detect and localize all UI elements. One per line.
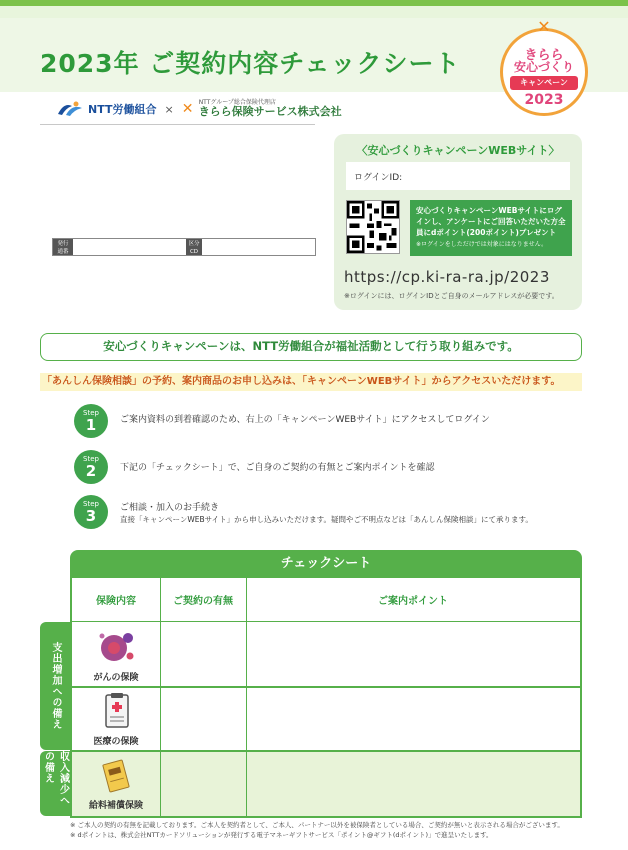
medical-clipboard-icon [92,692,140,732]
times-sign: × [164,102,174,116]
step-3-number: 3 [85,507,97,525]
footnote-1: ※ ご本人の契約の有無を記載しております。ご本人を契約者として、ご本人、パートナー以外を被保険者としている場合、ご契約が無いと表示される場合がございます。 [70,821,564,829]
top-stripe [0,0,628,18]
step-3-word: Step [83,500,99,508]
kirara-logo-icon: ✕ [181,101,194,117]
step-3-text: ご相談・加入のお手続き [120,503,220,513]
step-1-badge [74,404,108,438]
step-2-text: 下記の「チェックシート」で、ご自身のご契約の有無とご案内ポイントを確認 [120,463,435,473]
row-divider-1 [72,686,580,688]
step-2-number: 2 [85,462,97,480]
check-sheet-title: チェックシート [70,550,582,578]
ntt-union-logo-icon [56,100,84,118]
row-divider-2 [72,750,580,752]
header-contract-status: ご契約の有無 [173,596,233,607]
badge-year: 2023 [524,92,564,108]
campaign-point-note [410,200,572,256]
point-note-small: ※ログインをしただけでは対象にはなりません。 [416,240,548,248]
header-insurance-type: 保険内容 [96,596,136,607]
mascot-icon: ✕ [537,17,551,36]
side-tab-income: 収入減少への備え [40,751,71,816]
row-label-medical: 医療の保険 [93,737,139,747]
login-id-field [346,162,570,190]
url-note: ※ログインには、ログインIDとご自身のメールアドレスが必要です。 [344,292,559,300]
campaign-web-box [334,134,582,310]
row-label-cancer: がんの保険 [93,673,139,683]
salary-envelope-icon [92,756,140,796]
kirara-company-name: きらら保険サービス株式会社 [198,105,342,119]
address-field-strip [52,238,316,256]
column-divider-1 [160,578,161,816]
step-2-word: Step [83,455,99,463]
logo-divider [40,124,315,125]
column-divider-2 [246,578,247,816]
page-title: 2023年 ご契約内容チェックシート [40,49,461,78]
badge-line-1: きらら [524,48,564,63]
campaign-badge [496,18,592,118]
web-box-title: 〈安心づくりキャンペーンWEBサイト〉 [356,144,560,157]
cancer-cell-icon [92,628,140,668]
login-id-label: ログインID: [354,173,403,183]
issue-number-field [73,239,186,255]
row-label-salary: 給料補償保険 [88,801,143,811]
footnote-2: ※ dポイントは、株式会社NTTカードソリューションが発行する電子マネーギフトサービス「ポイント@ギフト(dポイント)」で進呈いたします。 [70,831,493,840]
qr-code-icon[interactable] [346,200,400,254]
category-code-field [202,239,315,255]
point-note-main: 安心づくりキャンペーンWEBサイトにログインし、アンケートにご回答いただいた方全員にdポイント(200ポイント)プレゼント [416,206,566,237]
kirara-logo [199,100,342,119]
logo-row [56,98,342,120]
kirara-subtitle: NTTグループ総合保険代理店 [198,98,276,106]
side-tab-expense: 支出増加への備え [40,622,71,750]
category-code-label: 区分 CD [186,239,202,255]
campaign-url-link[interactable]: https://cp.ki-ra-ra.jp/2023 [344,268,550,286]
step-2-badge [74,450,108,484]
step-1-text: ご案内資料の到着確認のため、右上の「キャンペーンWEBサイト」にアクセスしてログイン [120,415,490,425]
step-1-word: Step [83,409,99,417]
badge-ribbon: キャンペーン [510,76,578,90]
footnotes [70,820,590,841]
consultation-info-line: 「あんしん保険相談」の予約、案内商品のお申し込みは、「キャンペーンWEBサイト」からアクセスいただけます。 [40,373,582,391]
ntt-union-name: NTT労働組合 [88,103,157,116]
badge-line-2: 安心づくり [513,60,574,74]
campaign-slogan: 安心づくりキャンペーンは、NTT労働組合が福祉活動として行う取り組みです。 [40,333,582,361]
check-sheet-table [70,578,582,818]
step-1-number: 1 [85,416,97,434]
check-sheet [40,550,582,818]
step-3-badge [74,495,108,529]
header-guide-point: ご案内ポイント [378,596,448,607]
step-3-subtext: 直接「キャンペーンWEBサイト」から申し込みいただけます。疑問やご不明点などは「あんしん保険相談」にて承ります。 [120,515,533,524]
issue-number-label: 発行 通番 [53,239,73,255]
